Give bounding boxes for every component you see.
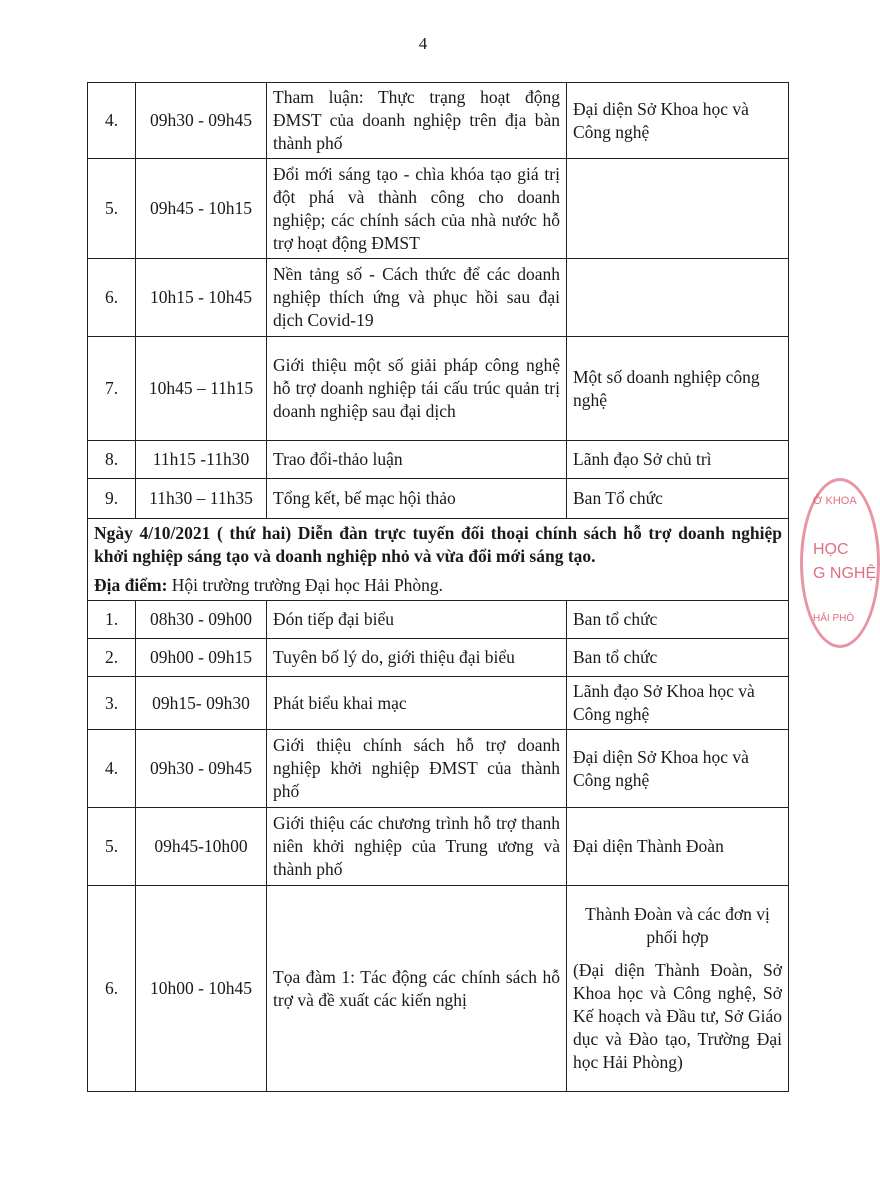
location-value: Hội trường trường Đại học Hải Phòng. [167, 575, 444, 595]
row-number: 4. [88, 730, 136, 808]
table-row [88, 479, 789, 519]
section-row [88, 519, 789, 601]
table-row [88, 337, 789, 441]
section-cell [88, 519, 789, 601]
row-content: Tọa đàm 1: Tác động các chính sách hỗ trợ và đề xuất các kiến nghị [267, 886, 567, 1092]
stamp-text-top: Ở KHOA [813, 495, 857, 507]
row-responsible: Đại diện Sở Khoa học và Công nghệ [567, 83, 789, 159]
row-responsible: Ban tổ chức [567, 639, 789, 677]
row-time: 08h30 - 09h00 [136, 601, 267, 639]
row-responsible: Một số doanh nghiệp công nghệ [567, 337, 789, 441]
page-number: 4 [418, 34, 428, 53]
row-responsible: Lãnh đạo Sở chủ trì [567, 441, 789, 479]
row-time: 11h30 – 11h35 [136, 479, 267, 519]
table-row [88, 677, 789, 730]
row-responsible: Ban Tổ chức [567, 479, 789, 519]
row-responsible [567, 159, 789, 259]
table-row [88, 639, 789, 677]
row-number: 6. [88, 886, 136, 1092]
row-responsible: Đại diện Sở Khoa học và Công nghệ [567, 730, 789, 808]
row-time: 09h15- 09h30 [136, 677, 267, 730]
row-content: Đón tiếp đại biểu [267, 601, 567, 639]
row-content: Tuyên bố lý do, giới thiệu đại biểu [267, 639, 567, 677]
row-number: 5. [88, 159, 136, 259]
table-row [88, 441, 789, 479]
table-row [88, 159, 789, 259]
row-number: 7. [88, 337, 136, 441]
stamp-text-line3: G NGHỆ [813, 565, 877, 582]
row-time: 10h45 – 11h15 [136, 337, 267, 441]
row-number: 3. [88, 677, 136, 730]
row-time: 09h45 - 10h15 [136, 159, 267, 259]
row-number: 9. [88, 479, 136, 519]
table-row [88, 730, 789, 808]
row-number: 1. [88, 601, 136, 639]
official-stamp [800, 478, 880, 648]
row-content: Nền tảng số - Cách thức để các doanh nghiệp thích ứng và phục hồi sau đại dịch Covid-19 [267, 259, 567, 337]
row-content: Giới thiệu các chương trình hỗ trợ thanh niên khởi nghiệp của Trung ương và thành phố [267, 808, 567, 886]
row-time: 11h15 -11h30 [136, 441, 267, 479]
row-content: Phát biểu khai mạc [267, 677, 567, 730]
row-content: Đổi mới sáng tạo - chìa khóa tạo giá trị đột phá và thành công cho doanh nghiệp; các chính sách của nhà nước hỗ trợ hoạt động ĐMST [267, 159, 567, 259]
table-row [88, 259, 789, 337]
row-responsible [567, 886, 789, 1092]
row-content: Giới thiệu chính sách hỗ trợ doanh nghiệp khởi nghiệp ĐMST của thành phố [267, 730, 567, 808]
table-row [88, 83, 789, 159]
row-responsible [567, 259, 789, 337]
row-number: 6. [88, 259, 136, 337]
row-time: 09h00 - 09h15 [136, 639, 267, 677]
row-number: 4. [88, 83, 136, 159]
table-row [88, 601, 789, 639]
stamp-text-bottom: HẢI PHÒ [813, 613, 855, 624]
row-content: Giới thiệu một số giải pháp công nghệ hỗ trợ doanh nghiệp tái cấu trúc quản trị doanh nghiệp sau đại dịch [267, 337, 567, 441]
responsible-main: Thành Đoàn và các đơn vị phối hợp [585, 904, 770, 947]
stamp-text-line2: HỌC [813, 541, 849, 558]
location-label: Địa điểm: [94, 575, 168, 595]
row-responsible: Đại diện Thành Đoàn [567, 808, 789, 886]
row-time: 10h15 - 10h45 [136, 259, 267, 337]
responsible-detail: (Đại diện Thành Đoàn, Sở Khoa học và Công nghệ, Sở Kế hoạch và Đầu tư, Sở Giáo dục và Đào tạo, Trường Đại học Hải Phòng) [573, 960, 782, 1072]
schedule-table [87, 82, 789, 1092]
row-time: 09h30 - 09h45 [136, 730, 267, 808]
row-responsible: Ban tổ chức [567, 601, 789, 639]
row-content: Tham luận: Thực trạng hoạt động ĐMST của doanh nghiệp trên địa bàn thành phố [267, 83, 567, 159]
row-content: Trao đổi-thảo luận [267, 441, 567, 479]
section-location [94, 574, 782, 597]
row-number: 5. [88, 808, 136, 886]
row-number: 8. [88, 441, 136, 479]
row-time: 10h00 - 10h45 [136, 886, 267, 1092]
section-heading: Ngày 4/10/2021 ( thứ hai) Diễn đàn trực tuyến đối thoại chính sách hỗ trợ doanh nghiệp khởi nghiệp sáng tạo và doanh nghiệp nhỏ và vừa đổi mới sáng tạo. [94, 523, 782, 566]
row-time: 09h45-10h00 [136, 808, 267, 886]
row-number: 2. [88, 639, 136, 677]
row-time: 09h30 - 09h45 [136, 83, 267, 159]
row-responsible: Lãnh đạo Sở Khoa học và Công nghệ [567, 677, 789, 730]
row-content: Tổng kết, bế mạc hội thảo [267, 479, 567, 519]
table-row [88, 808, 789, 886]
table-row [88, 886, 789, 1092]
